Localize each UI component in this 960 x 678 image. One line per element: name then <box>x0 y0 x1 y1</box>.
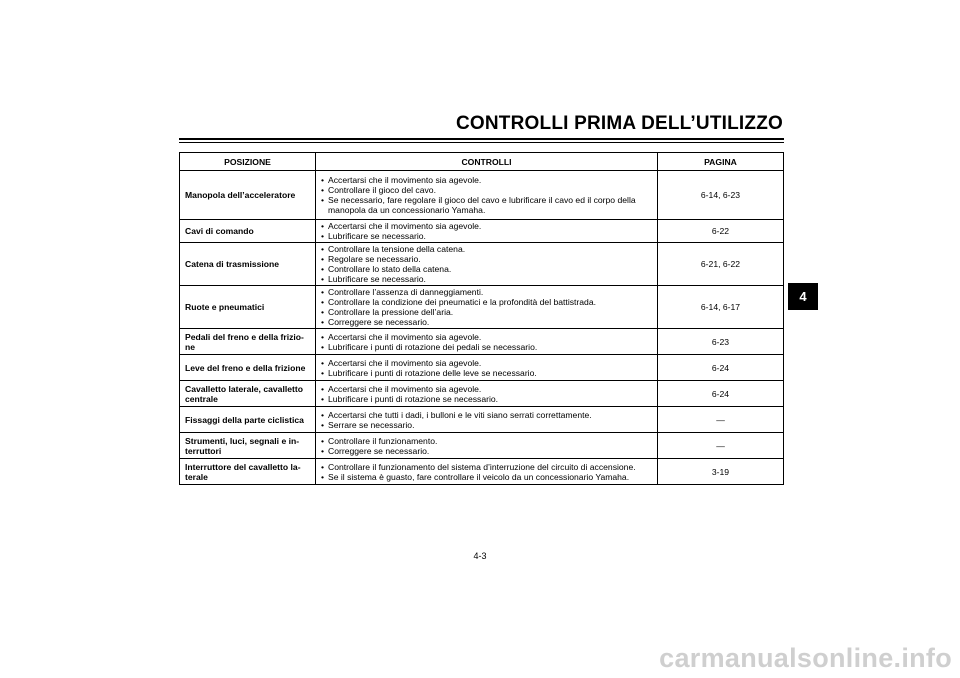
table-body <box>180 171 784 485</box>
check-item: • Accertarsi che il movimento sia agevole. <box>321 384 652 394</box>
table-row <box>180 329 784 355</box>
row-page: — <box>658 433 784 459</box>
check-item: • Serrare se necessario. <box>321 420 652 430</box>
table-row <box>180 355 784 381</box>
row-checks <box>316 355 658 381</box>
row-page: 6-24 <box>658 381 784 407</box>
header-page: PAGINA <box>658 153 784 171</box>
table-row <box>180 243 784 286</box>
check-item: • Controllare il funzionamento del sistema d’interruzione del circuito di accensione. <box>321 462 652 472</box>
row-page: — <box>658 407 784 433</box>
row-position: Catena di trasmissione <box>180 243 316 286</box>
row-checks <box>316 286 658 329</box>
row-page: 6-22 <box>658 220 784 243</box>
check-item: • Controllare la condizione dei pneumatici e la profondità del battistrada. <box>321 297 652 307</box>
check-item: • Lubrificare i punti di rotazione dei pedali se necessario. <box>321 342 652 352</box>
row-position: Interruttore del cavalletto la-terale <box>180 459 316 485</box>
title-rule <box>179 138 784 143</box>
row-position: Cavalletto laterale, cavalletto centrale <box>180 381 316 407</box>
table-row <box>180 459 784 485</box>
checks-list <box>321 436 652 456</box>
check-item: • Lubrificare se necessario. <box>321 231 652 241</box>
check-item: • Lubrificare i punti di rotazione delle leve se necessario. <box>321 368 652 378</box>
row-position: Leve del freno e della frizione <box>180 355 316 381</box>
table-header-row <box>180 153 784 171</box>
checks-list <box>321 221 652 241</box>
row-page: 3-19 <box>658 459 784 485</box>
table-row <box>180 381 784 407</box>
watermark: carmanualsonline.info <box>659 643 952 673</box>
check-item: • Controllare la pressione dell’aria. <box>321 307 652 317</box>
row-position: Cavi di comando <box>180 220 316 243</box>
checks-list <box>321 410 652 430</box>
checks-list <box>321 358 652 378</box>
check-item: • Lubrificare i punti di rotazione se necessario. <box>321 394 652 404</box>
row-checks <box>316 407 658 433</box>
check-item: • Correggere se necessario. <box>321 446 652 456</box>
row-checks <box>316 433 658 459</box>
checks-list <box>321 384 652 404</box>
check-item: • Regolare se necessario. <box>321 254 652 264</box>
check-item: • Controllare lo stato della catena. <box>321 264 652 274</box>
check-item: • Correggere se necessario. <box>321 317 652 327</box>
checks-list <box>321 332 652 352</box>
checks-list <box>321 462 652 482</box>
row-position: Ruote e pneumatici <box>180 286 316 329</box>
check-item: • Se necessario, fare regolare il gioco del cavo e lubrificare il cavo ed il corpo della manopola da un concessionario Yamaha. <box>321 195 652 215</box>
check-item: • Controllare la tensione della catena. <box>321 244 652 254</box>
check-item: • Accertarsi che tutti i dadi, i bulloni e le viti siano serrati correttamente. <box>321 410 652 420</box>
chapter-tab: 4 <box>788 283 818 310</box>
table-row <box>180 286 784 329</box>
row-page: 6-24 <box>658 355 784 381</box>
check-item: • Accertarsi che il movimento sia agevole. <box>321 221 652 231</box>
checks-list <box>321 244 652 284</box>
table-row <box>180 433 784 459</box>
row-checks <box>316 243 658 286</box>
page-title: CONTROLLI PRIMA DELL’UTILIZZO <box>455 113 783 134</box>
header-position: POSIZIONE <box>180 153 316 171</box>
checks-table <box>179 152 784 485</box>
check-item: • Controllare il funzionamento. <box>321 436 652 446</box>
row-page: 6-23 <box>658 329 784 355</box>
header-checks: CONTROLLI <box>316 153 658 171</box>
row-position: Pedali del freno e della frizio-ne <box>180 329 316 355</box>
check-item: • Accertarsi che il movimento sia agevole. <box>321 332 652 342</box>
row-position: Manopola dell’acceleratore <box>180 171 316 220</box>
row-page: 6-21, 6-22 <box>658 243 784 286</box>
row-checks <box>316 459 658 485</box>
check-item: • Controllare il gioco del cavo. <box>321 185 652 195</box>
row-checks <box>316 381 658 407</box>
row-checks <box>316 171 658 220</box>
row-page: 6-14, 6-23 <box>658 171 784 220</box>
check-item: • Accertarsi che il movimento sia agevole. <box>321 175 652 185</box>
table-row <box>180 407 784 433</box>
page-number: 4-3 <box>473 551 487 561</box>
check-item: • Lubrificare se necessario. <box>321 274 652 284</box>
row-checks <box>316 329 658 355</box>
checks-list <box>321 287 652 327</box>
row-position: Fissaggi della parte ciclistica <box>180 407 316 433</box>
table-row <box>180 171 784 220</box>
checks-list <box>321 175 652 215</box>
check-item: • Se il sistema è guasto, fare controllare il veicolo da un concessionario Yamaha. <box>321 472 652 482</box>
row-checks <box>316 220 658 243</box>
row-position: Strumenti, luci, segnali e in-terruttori <box>180 433 316 459</box>
check-item: • Controllare l’assenza di danneggiamenti. <box>321 287 652 297</box>
row-page: 6-14, 6-17 <box>658 286 784 329</box>
table-row <box>180 220 784 243</box>
check-item: • Accertarsi che il movimento sia agevole. <box>321 358 652 368</box>
